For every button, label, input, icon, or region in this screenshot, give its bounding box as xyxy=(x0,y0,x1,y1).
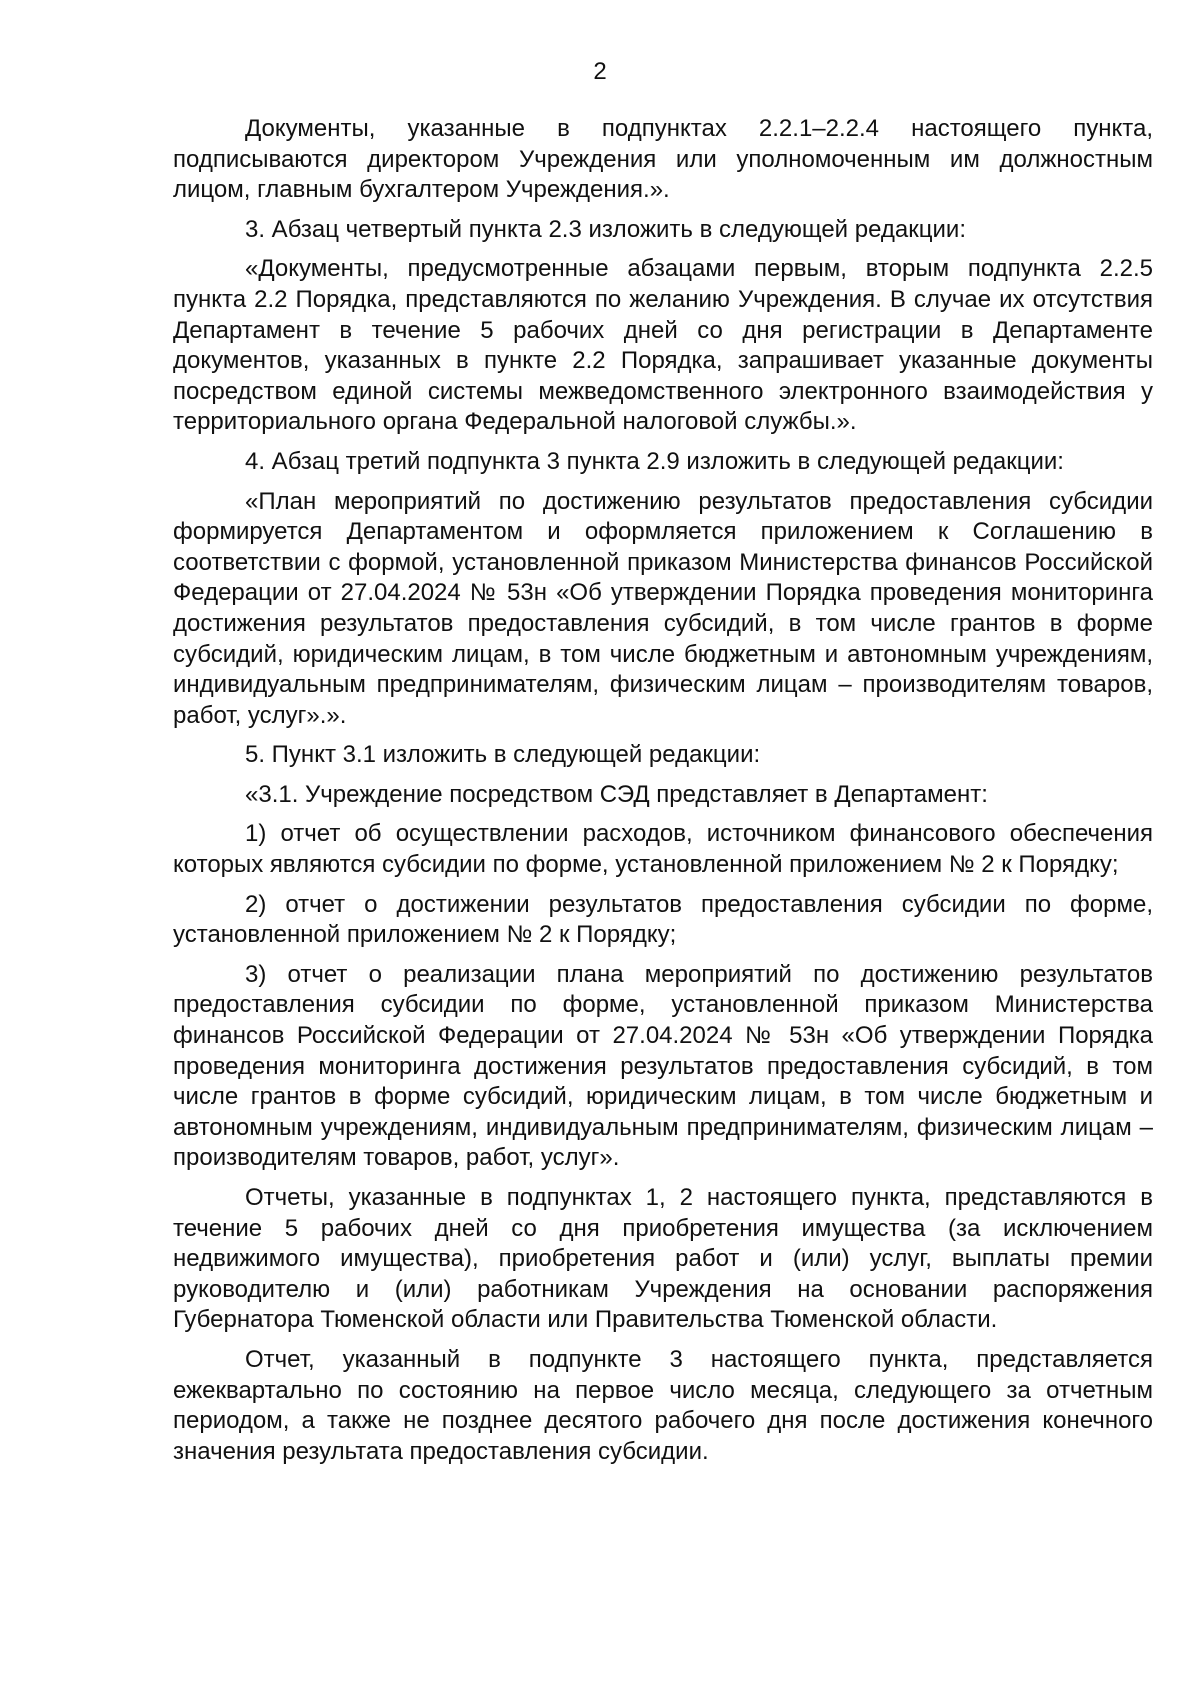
paragraph-amendment-5: 5. Пункт 3.1 изложить в следующей редакции: xyxy=(245,741,761,769)
document-body xyxy=(173,114,1153,1476)
list-item-report-2: 2) отчет о достижении результатов предоставления субсидии по форме, установленной приложением № 2 к Порядку; xyxy=(173,890,1153,949)
paragraph-quarterly-report: Отчет, указанный в подпункте 3 настоящего пункта, представляется ежеквартально по состоянию на первое число месяца, следующего за отчетным периодом, а также не позднее десятого рабочего дня после достижения конечного значения результата предоставления субсидии. xyxy=(173,1345,1153,1465)
paragraph-documents-signing: Документы, указанные в подпунктах 2.2.1–2.2.4 настоящего пункта, подписываются директором Учреждения или уполномоченным им должностным лицом, главным бухгалтером Учреждения.». xyxy=(173,115,1153,204)
list-item-report-3: 3) отчет о реализации плана мероприятий по достижению результатов предоставления субсидии по форме, установленной приказом Министерства финансов Российской Федерации от 27.04.2024 № 53н «Об утверждении Порядка проведения мониторинга достижения результатов предоставления субсидий, в том числе грантов в форме субсидий, юридическим лицам, в том числе бюджетным и автономным учреждениям, индивидуальным предпринимателям, физическим лицам – производителям товаров, работ, услуг». xyxy=(173,960,1153,1172)
paragraph-amendment-3: 3. Абзац четвертый пункта 2.3 изложить в следующей редакции: xyxy=(245,215,966,243)
paragraph-clause-3-1: «3.1. Учреждение посредством СЭД представляет в Департамент: xyxy=(245,780,988,808)
paragraph-amendment-4: 4. Абзац третий подпункта 3 пункта 2.9 изложить в следующей редакции: xyxy=(245,447,1064,475)
paragraph-reports-deadline: Отчеты, указанные в подпунктах 1, 2 настоящего пункта, представляются в течение 5 рабочих дней со дня приобретения имущества (за исключением недвижимого имущества), приобретения работ и (или) услуг, выплаты премии руководителю и (или) работникам Учреждения на основании распоряжения Губернатора Тюменской области или Правительства Тюменской области. xyxy=(173,1184,1153,1334)
list-item-report-1: 1) отчет об осуществлении расходов, источником финансового обеспечения которых являются субсидии по форме, установленной приложением № 2 к Порядку; xyxy=(173,820,1153,879)
paragraph-amendment-4-text: «План мероприятий по достижению результатов предоставления субсидии формируется Департаментом и оформляется приложением к Соглашению в соответствии с формой, установленной приказом Министерства финансов Российской Федерации от 27.04.2024 № 53н «Об утверждении Порядка проведения мониторинга достижения результатов предоставления субсидий, в том числе грантов в форме субсидий, юридическим лицам, в том числе бюджетным и автономным учреждениям, индивидуальным предпринимателям, физическим лицам – производителям товаров, работ, услуг».». xyxy=(173,487,1153,729)
page-number: 2 xyxy=(593,58,607,85)
paragraph-amendment-3-text: «Документы, предусмотренные абзацами первым, вторым подпункта 2.2.5 пункта 2.2 Порядка, представляются по желанию Учреждения. В случае их отсутствия Департамент в течение 5 рабочих дней со дня регистрации в Департаменте документов, указанных в пункте 2.2 Порядка, запрашивает указанные документы посредством единой системы межведомственного электронного взаимодействия у территориального органа Федеральной налоговой службы.». xyxy=(173,255,1153,436)
